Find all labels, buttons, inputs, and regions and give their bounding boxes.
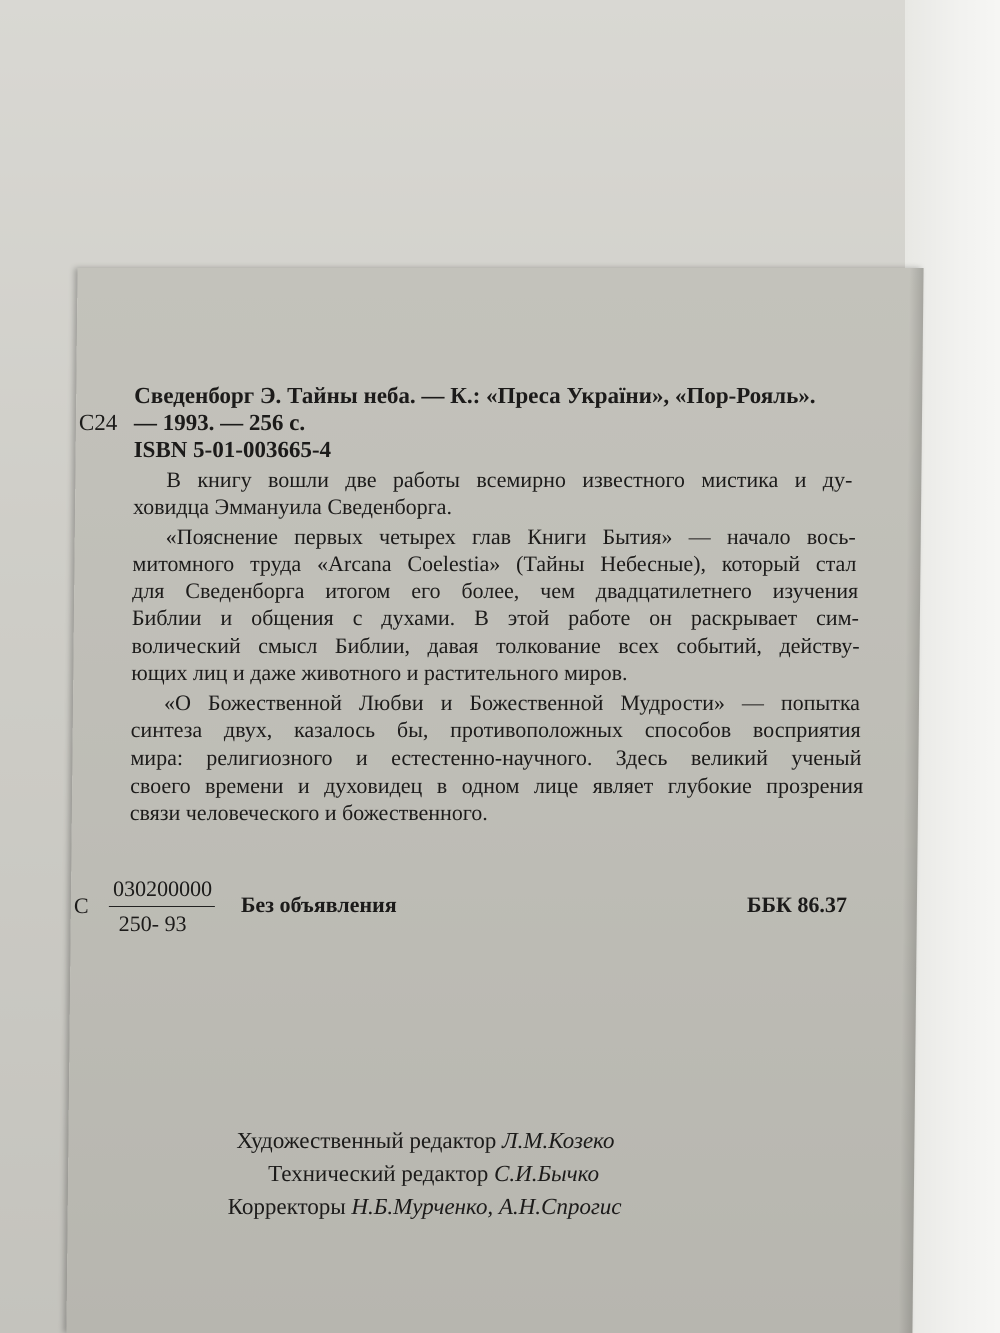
imprint-letter: С [73,893,89,918]
annotation-line: В книгу вошли две работы всемирно известного мистика и ду- [166,467,853,492]
credit-tech-editor [268,1161,599,1187]
annotation-line: митомного труда «Arcana Coelestia» (Тайны Небесные), который стал [132,551,857,576]
isbn: ISBN 5-01-003665-4 [133,437,332,462]
credit-role: Художественный редактор [236,1128,497,1153]
annotation-line: мира: религиозного и естестенно-научного. Здесь великий ученый [130,745,862,770]
index-code: С24 [78,410,118,435]
imprint-numerator: 030200000 [112,876,213,901]
annotation-line: Библии и общения с духами. В этой работе он раскрывает сим- [131,605,860,630]
credit-role: Корректоры [227,1194,346,1219]
credit-role: Технический редактор [267,1161,489,1186]
book-page [66,268,923,1333]
annotation-line: синтеза двух, казалось бы, противоположных способов восприятия [130,717,861,742]
annotation-line: «Пояснение первых четырех глав Книги Бытия» — начало вось- [165,524,856,549]
annotation-line: ховидца Эммануила Сведенборга. [132,494,453,519]
imprint-denominator: 250- 93 [118,911,187,936]
fraction-rule [109,906,215,907]
annotation-line: «О Божественной Любви и Божественной Мудрости» — попытка [163,690,861,715]
annotation-line: ющих лиц и даже животного и растительного миров. [131,660,628,685]
imprint-note: Без объявления [240,892,397,917]
credit-proofreaders [228,1194,622,1220]
annotation-line: своего времени и духовидец в одном лице являет глубокие прозрения [130,773,864,798]
credit-name: Л.М.Козеко [501,1128,615,1153]
credit-name: Н.Б.Мурченко, А.Н.Спрогис [351,1194,622,1219]
annotation-line: для Сведенборга итогом его более, чем двадцатилетнего изучения [132,578,859,603]
credit-art-editor [236,1128,614,1154]
catalog-title-line: Сведенборг Э. Тайны неба. — К.: «Преса України», «Пор-Рояль». [134,383,816,408]
annotation-line: волический смысл Библии, давая толкование всех событий, действу- [131,633,860,658]
credit-name: С.И.Бычко [493,1161,600,1186]
year-pages: — 1993. — 256 с. [133,410,306,435]
bbk-code: ББК 86.37 [746,892,848,917]
annotation-line: связи человеческого и божественного. [129,800,488,825]
